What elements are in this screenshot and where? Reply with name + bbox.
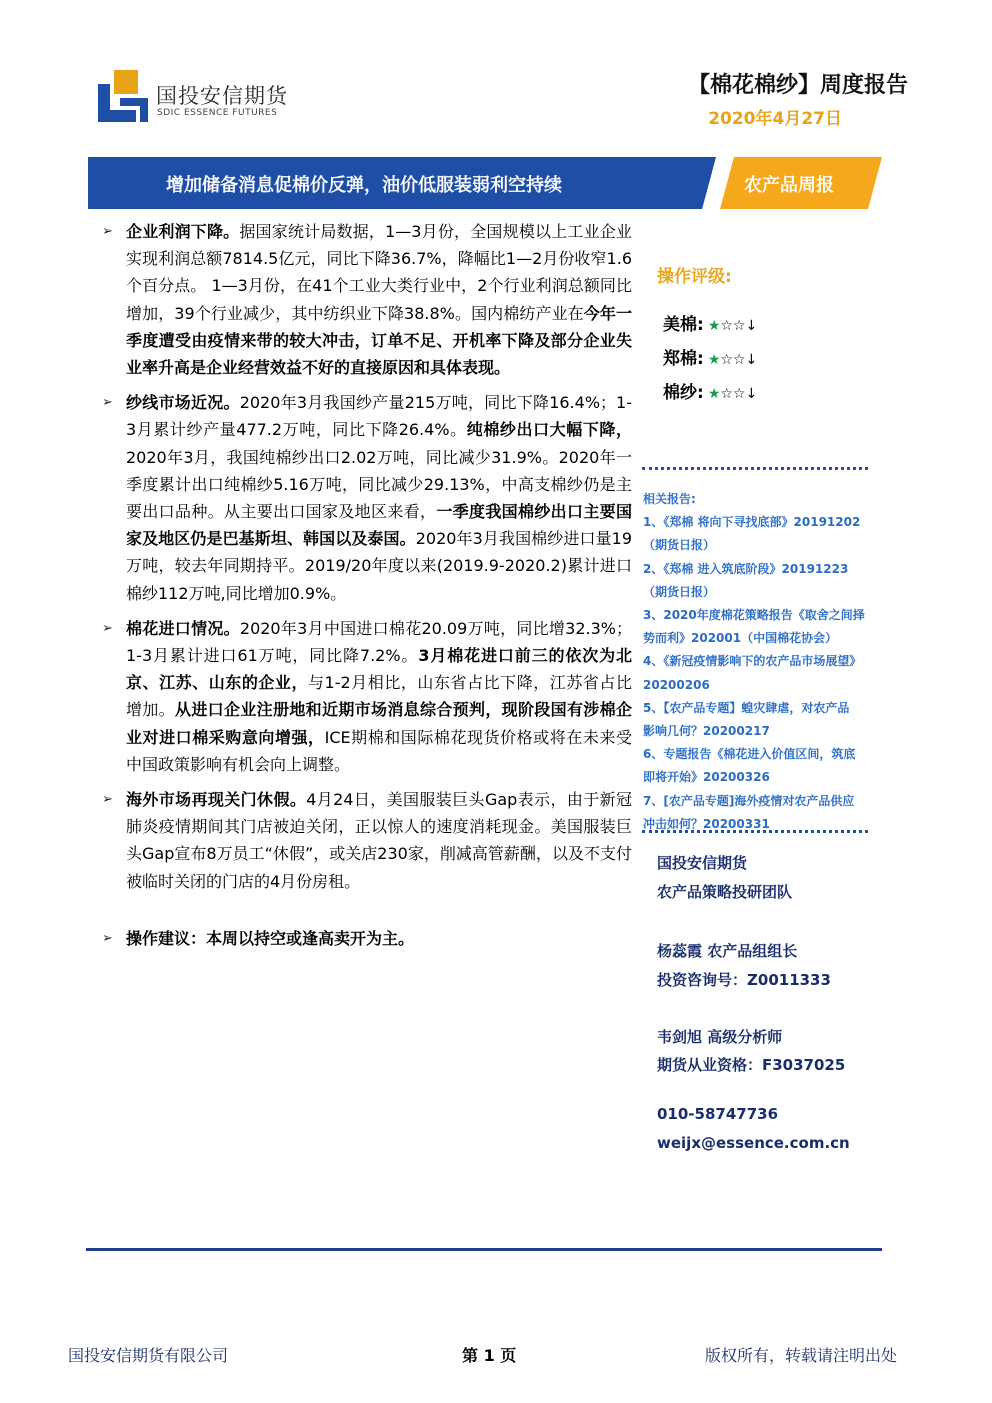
company-logo	[98, 70, 318, 126]
divider	[642, 467, 868, 470]
arrow-down-icon: ↓	[745, 386, 758, 402]
company-name-en: SDIC ESSENCE FUTURES	[157, 108, 278, 118]
body-text: ICE期棉和国际棉花现货价格或将在未来受中国政策影响有机会向上调整。	[126, 727, 632, 774]
emphasis-text: 操作建议：本周以持空或逢高卖开为主。	[126, 928, 415, 948]
body-text: 2020年3月我国纱产量215万吨，同比下降16.4%；1-3月累计纱产量477.2万吨，同比下降26.4%。	[126, 393, 632, 440]
related-report-line[interactable]: （期货日报）	[643, 538, 716, 553]
related-report-line[interactable]: 6、专题报告《棉花进入价值区间，筑底	[643, 747, 856, 762]
emphasis-text: 海外市场再现关门休假。	[126, 790, 307, 810]
chevron-right-icon: ➢	[102, 930, 113, 946]
arrow-down-icon: ↓	[745, 352, 758, 368]
headline-banner	[88, 157, 882, 209]
main-content	[100, 218, 632, 952]
related-report-line[interactable]: 即将开始》20200326	[643, 770, 770, 785]
body-text: 2020年3月，我国纯棉纱出口2.02万吨，同比减少31.9%。2020年一季度累计出口纯棉纱5.16万吨，同比减少29.13%，中高支棉纱仍是主要出口品种。从主要出口国家及地区来看，	[126, 447, 632, 522]
emphasis-text: 纱线市场近况。	[126, 393, 240, 413]
footer-company: 国投安信期货有限公司	[68, 1346, 229, 1365]
arrow-down-icon: ↓	[745, 318, 758, 334]
body-text: 4月24日，美国服装巨头Gap表示，由于新冠肺炎疫情期间其门店被迫关闭，正以惊人的速度消耗现金。美国服装巨头Gap宣布8万员工“休假”，或关店230家，削减高管薪酬，以及不支付被临时关闭的门店的4月份房租。	[126, 790, 632, 891]
star-empty-icon: ☆☆	[720, 386, 746, 402]
contact-email[interactable]: weijx@essence.com.cn	[657, 1134, 850, 1152]
footer-copyright: 版权所有，转载请注明出处	[705, 1346, 898, 1365]
emphasis-text: 棉花进口情况。	[126, 618, 240, 638]
report-title: 【棉花棉纱】周度报告	[687, 73, 908, 98]
bullet-paragraph	[100, 925, 632, 952]
rating-label: 棉纱:	[663, 383, 704, 403]
emphasis-text: 3月棉花进口前三的依次为北京、江苏、山东的企业，	[126, 646, 632, 693]
bottom-rule	[86, 1248, 882, 1251]
emphasis-text: 企业利润下降。	[126, 222, 240, 241]
report-date: 2020年4月27日	[708, 109, 842, 129]
related-report-line[interactable]: 3、2020年度棉花策略报告《取舍之间择	[643, 608, 865, 623]
related-report-line[interactable]: 1、《郑棉 将向下寻找底部》20191202	[643, 515, 861, 530]
rating-title: 操作评级:	[657, 267, 732, 287]
emphasis-text: 一季度我国棉纱出口主要国家及地区仍是巴基斯坦、韩国以及泰国。	[126, 502, 632, 549]
related-report-line[interactable]: 20200206	[643, 677, 710, 692]
related-report-line[interactable]: （期货日报）	[643, 584, 716, 599]
analyst-1: 杨蕊霞 农产品组组长	[657, 942, 798, 960]
bullet-paragraph	[100, 218, 632, 381]
rating-row	[663, 344, 757, 369]
star-rating-icon	[708, 318, 757, 334]
emphasis-text: 从进口企业注册地和近期市场消息综合预判，现阶段国有涉棉企业对进口棉采购意向增强，	[126, 700, 632, 747]
team-name: 农产品策略投研团队	[657, 883, 793, 901]
star-filled-icon: ★	[707, 352, 721, 368]
bullet-paragraph	[100, 786, 632, 895]
divider	[642, 830, 868, 833]
body-text: 据国家统计局数据，1—3月份，全国规模以上工业企业实现利润总额7814.5亿元，同比下降36.7%，降幅比1—2月份收窄1.6个百分点。 1—3月份，在41个工业大类行业中，2个行业利润总额同比增加，39个行业减少，其中纺织业下降38.8%。国内棉纺产业在	[126, 222, 632, 323]
rating-label: 郑棉:	[663, 349, 704, 369]
star-rating-icon	[708, 386, 757, 402]
related-report-line[interactable]: 势而利》202001（中国棉花协会）	[643, 631, 838, 646]
related-report-line[interactable]: 7、[农产品专题]海外疫情对农产品供应	[643, 793, 855, 808]
analyst-1-license: 投资咨询号：Z0011333	[657, 971, 831, 989]
related-report-line[interactable]: 冲击如何？20200331	[643, 816, 770, 831]
analyst-2: 韦剑旭 高级分析师	[657, 1028, 783, 1046]
emphasis-text: 今年一季度遭受由疫情来带的较大冲击，订单不足、开机率下降及部分企业失业率升高是企业经营效益不好的直接原因和具体表现。	[126, 303, 632, 378]
rating-label: 美棉:	[663, 315, 704, 335]
star-empty-icon: ☆☆	[720, 318, 746, 334]
star-filled-icon: ★	[707, 386, 721, 402]
rating-row	[663, 310, 757, 335]
chevron-right-icon: ➢	[102, 792, 113, 808]
body-text: 2020年3月我国棉纱进口量19万吨，较去年同期持平。2019/20年度以来(2019.9-2020.2)累计进口棉纱112万吨,同比增加0.9%。	[126, 529, 632, 603]
company-name-cn: 国投安信期货	[156, 84, 288, 108]
category-label: 农产品周报	[744, 175, 834, 196]
related-report-line[interactable]: 4、《新冠疫情影响下的农产品市场展望》	[643, 654, 862, 669]
star-rating-icon	[708, 352, 757, 368]
chevron-right-icon: ➢	[102, 224, 113, 239]
star-filled-icon: ★	[707, 318, 721, 334]
logo-mark-icon	[98, 70, 148, 122]
body-text: 与1-2月相比，山东省占比下降，江苏省占比增加。	[126, 673, 632, 720]
chevron-right-icon: ➢	[102, 395, 113, 411]
headline-text: 增加储备消息促棉价反弹，油价低服装弱利空持续	[166, 175, 562, 196]
related-reports	[643, 488, 879, 836]
related-report-line[interactable]: 5、【农产品专题】蝗灾肆虐，对农产品	[643, 700, 850, 715]
star-empty-icon: ☆☆	[720, 352, 746, 368]
bullet-paragraph	[100, 389, 632, 607]
page-number: 第 1 页	[462, 1346, 517, 1365]
body-text: 2020年3月中国进口棉花20.09万吨，同比增32.3%；1-3月累计进口61万吨，同比降7.2%。	[126, 618, 632, 666]
related-reports-title: 相关报告:	[643, 492, 696, 506]
chevron-right-icon: ➢	[102, 620, 113, 636]
related-report-line[interactable]: 影响几何？20200217	[643, 724, 770, 739]
bullet-paragraph	[100, 615, 632, 778]
team-company: 国投安信期货	[657, 854, 748, 872]
rating-row	[663, 378, 757, 403]
contact-phone: 010-58747736	[657, 1105, 779, 1123]
emphasis-text: 纯棉纱出口大幅下降，	[466, 420, 632, 440]
analyst-2-license: 期货从业资格：F3037025	[657, 1056, 846, 1074]
related-report-line[interactable]: 2、《郑棉 进入筑底阶段》20191223	[643, 561, 849, 576]
